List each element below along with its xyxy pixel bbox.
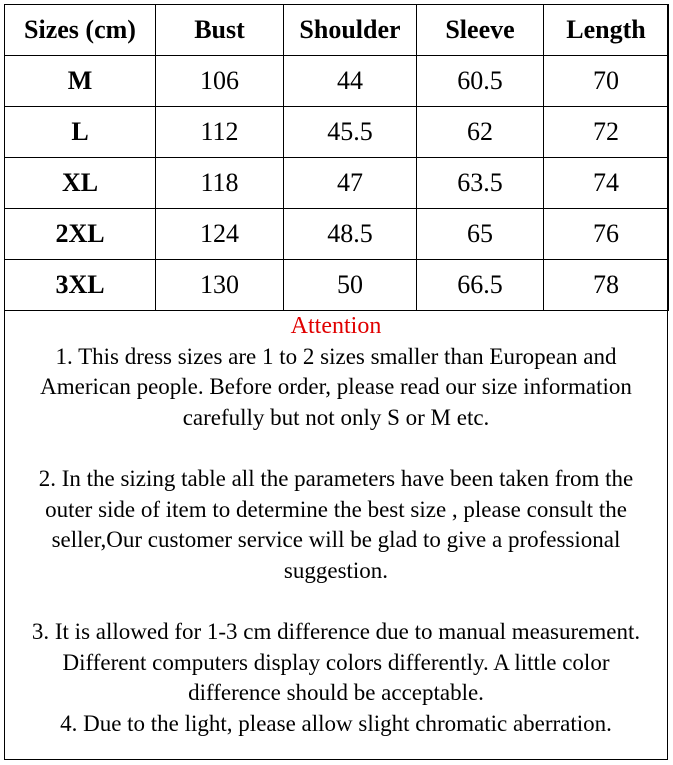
bust-cell: 112: [156, 107, 284, 158]
attention-title: Attention: [290, 313, 382, 339]
sleeve-cell: 63.5: [417, 158, 544, 209]
note-3-line: difference should be acceptable.: [188, 680, 484, 706]
bust-cell: 124: [156, 209, 284, 260]
sleeve-cell: 65: [417, 209, 544, 260]
sleeve-cell: 60.5: [417, 56, 544, 107]
note-2-line: outer side of item to determine the best size , please consult the: [45, 496, 627, 522]
bust-cell: 106: [156, 56, 284, 107]
shoulder-cell: 44: [284, 56, 417, 107]
table-row: [5, 260, 669, 311]
table-row: [5, 209, 669, 260]
length-cell: 72: [544, 107, 669, 158]
size-cell: M: [5, 56, 156, 107]
note-3-line: 3. It is allowed for 1-3 cm difference due to manual measurement.: [31, 618, 641, 644]
attention-notes: [5, 311, 667, 739]
sleeve-cell: 62: [417, 107, 544, 158]
note-2-line: 2. In the sizing table all the parameters have been taken from the: [38, 465, 634, 491]
header-bust: Bust: [156, 5, 284, 56]
sleeve-cell: 66.5: [417, 260, 544, 311]
table-row: [5, 56, 669, 107]
table-row: [5, 107, 669, 158]
note-1-line: 1. This dress sizes are 1 to 2 sizes smaller than European and: [55, 343, 617, 369]
note-3-line: Different computers display colors differently. A little color: [62, 649, 610, 675]
length-cell: 74: [544, 158, 669, 209]
length-cell: 76: [544, 209, 669, 260]
note-4-line: 4. Due to the light, please allow slight chromatic aberration.: [60, 710, 612, 736]
note-spacer: [5, 433, 667, 464]
size-table: [4, 4, 669, 311]
note-2-line: seller,Our customer service will be glad to give a professional: [51, 527, 621, 553]
length-cell: 78: [544, 260, 669, 311]
table-header-row: [5, 5, 669, 56]
header-shoulder: Shoulder: [284, 5, 417, 56]
shoulder-cell: 45.5: [284, 107, 417, 158]
size-cell: 3XL: [5, 260, 156, 311]
size-cell: XL: [5, 158, 156, 209]
table-row: [5, 158, 669, 209]
header-sleeve: Sleeve: [417, 5, 544, 56]
note-1-line: American people. Before order, please read our size information: [40, 374, 632, 400]
note-1-line: carefully but not only S or M etc.: [182, 404, 490, 430]
shoulder-cell: 47: [284, 158, 417, 209]
bust-cell: 118: [156, 158, 284, 209]
shoulder-cell: 48.5: [284, 209, 417, 260]
bust-cell: 130: [156, 260, 284, 311]
note-spacer: [5, 586, 667, 617]
size-cell: 2XL: [5, 209, 156, 260]
shoulder-cell: 50: [284, 260, 417, 311]
header-sizes: Sizes (cm): [5, 5, 156, 56]
note-2-line: suggestion.: [283, 557, 389, 583]
header-length: Length: [544, 5, 669, 56]
size-cell: L: [5, 107, 156, 158]
length-cell: 70: [544, 56, 669, 107]
